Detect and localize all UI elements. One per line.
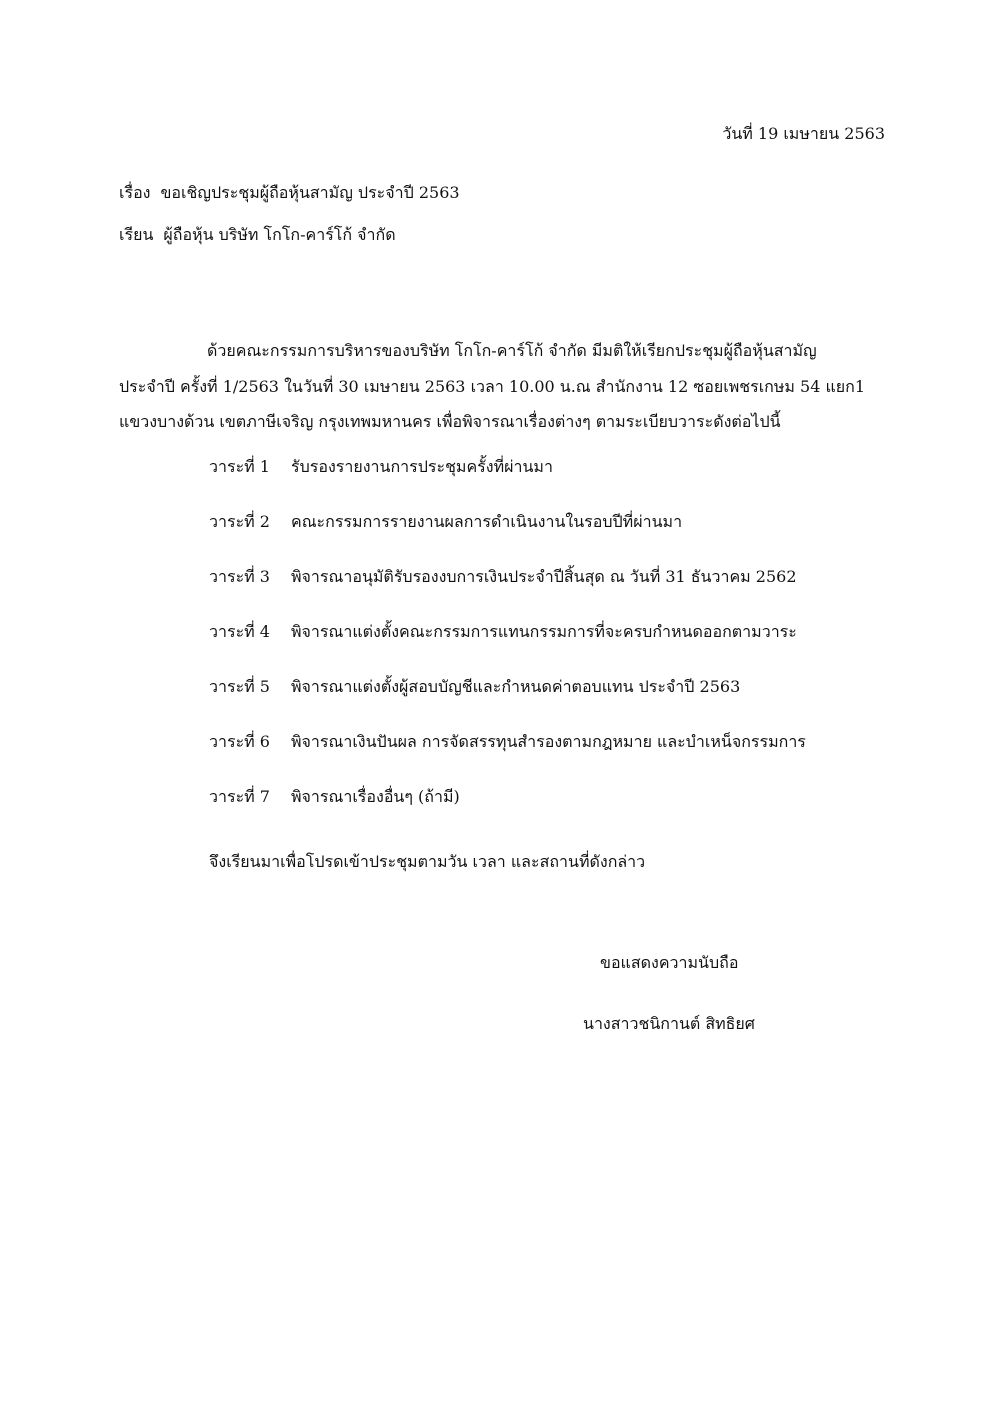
agenda-text: รับรองรายงานการประชุมครั้งที่ผ่านมา [291, 457, 553, 476]
agenda-number: วาระที่ 7 [209, 787, 270, 806]
letter-date: วันที่ 19 เมษายน 2563 [722, 124, 885, 143]
agenda-number: วาระที่ 2 [209, 512, 270, 531]
agenda-number: วาระที่ 6 [209, 732, 270, 751]
agenda-item [209, 456, 806, 511]
body-line-2: ประจำปี ครั้งที่ 1/2563 ในวันที่ 30 เมษายน 2563 เวลา 10.00 น.ณ สำนักงาน 12 ซอยเพชรเกษม 54 แยก1 [119, 377, 866, 396]
agenda-item [209, 676, 806, 731]
agenda-number: วาระที่ 5 [209, 677, 270, 696]
signer-name: นางสาวชนิกานต์ สิทธิยศ [583, 1014, 755, 1033]
agenda-number: วาระที่ 4 [209, 622, 270, 641]
agenda-text: พิจารณาแต่งตั้งคณะกรรมการแทนกรรมการที่จะครบกำหนดออกตามวาระ [291, 622, 797, 641]
agenda-item [209, 731, 806, 786]
subject-text: ขอเชิญประชุมผู้ถือหุ้นสามัญ ประจำปี 2563 [160, 183, 460, 202]
agenda-number: วาระที่ 1 [209, 457, 270, 476]
agenda-item [209, 566, 806, 621]
body-line-1: ด้วยคณะกรรมการบริหารของบริษัท โกโก-คาร์โก้ จำกัด มีมติให้เรียกประชุมผู้ถือหุ้นสามัญ [207, 341, 817, 360]
agenda-text: คณะกรรมการรายงานผลการดำเนินงานในรอบปีที่ผ่านมา [291, 512, 683, 531]
subject-label: เรื่อง [119, 183, 151, 202]
agenda-item [209, 621, 806, 676]
agenda-text: พิจารณาเงินปันผล การจัดสรรทุนสำรองตามกฎหมาย และบำเหน็จกรรมการ [291, 732, 806, 751]
agenda-item [209, 786, 806, 841]
agenda-text: พิจารณาเรื่องอื่นๆ (ถ้ามี) [291, 787, 460, 806]
recipient-label: เรียน [119, 225, 154, 244]
agenda-list [209, 456, 806, 841]
body-line-3: แขวงบางด้วน เขตภาษีเจริญ กรุงเทพมหานคร เพื่อพิจารณาเรื่องต่างๆ ตามระเบียบวาระดังต่อไปนี้ [119, 412, 781, 431]
complimentary-close: ขอแสดงความนับถือ [600, 953, 739, 972]
agenda-number: วาระที่ 3 [209, 567, 270, 586]
closing-sentence: จึงเรียนมาเพื่อโปรดเข้าประชุมตามวัน เวลา และสถานที่ดังกล่าว [209, 852, 646, 871]
agenda-item [209, 511, 806, 566]
recipient-line [119, 224, 396, 246]
agenda-text: พิจารณาแต่งตั้งผู้สอบบัญชีและกำหนดค่าตอบแทน ประจำปี 2563 [291, 677, 741, 696]
recipient-text: ผู้ถือหุ้น บริษัท โกโก-คาร์โก้ จำกัด [163, 225, 396, 244]
subject-line [119, 182, 460, 204]
agenda-text: พิจารณาอนุมัติรับรองงบการเงินประจำปีสิ้นสุด ณ วันที่ 31 ธันวาคม 2562 [291, 567, 797, 586]
